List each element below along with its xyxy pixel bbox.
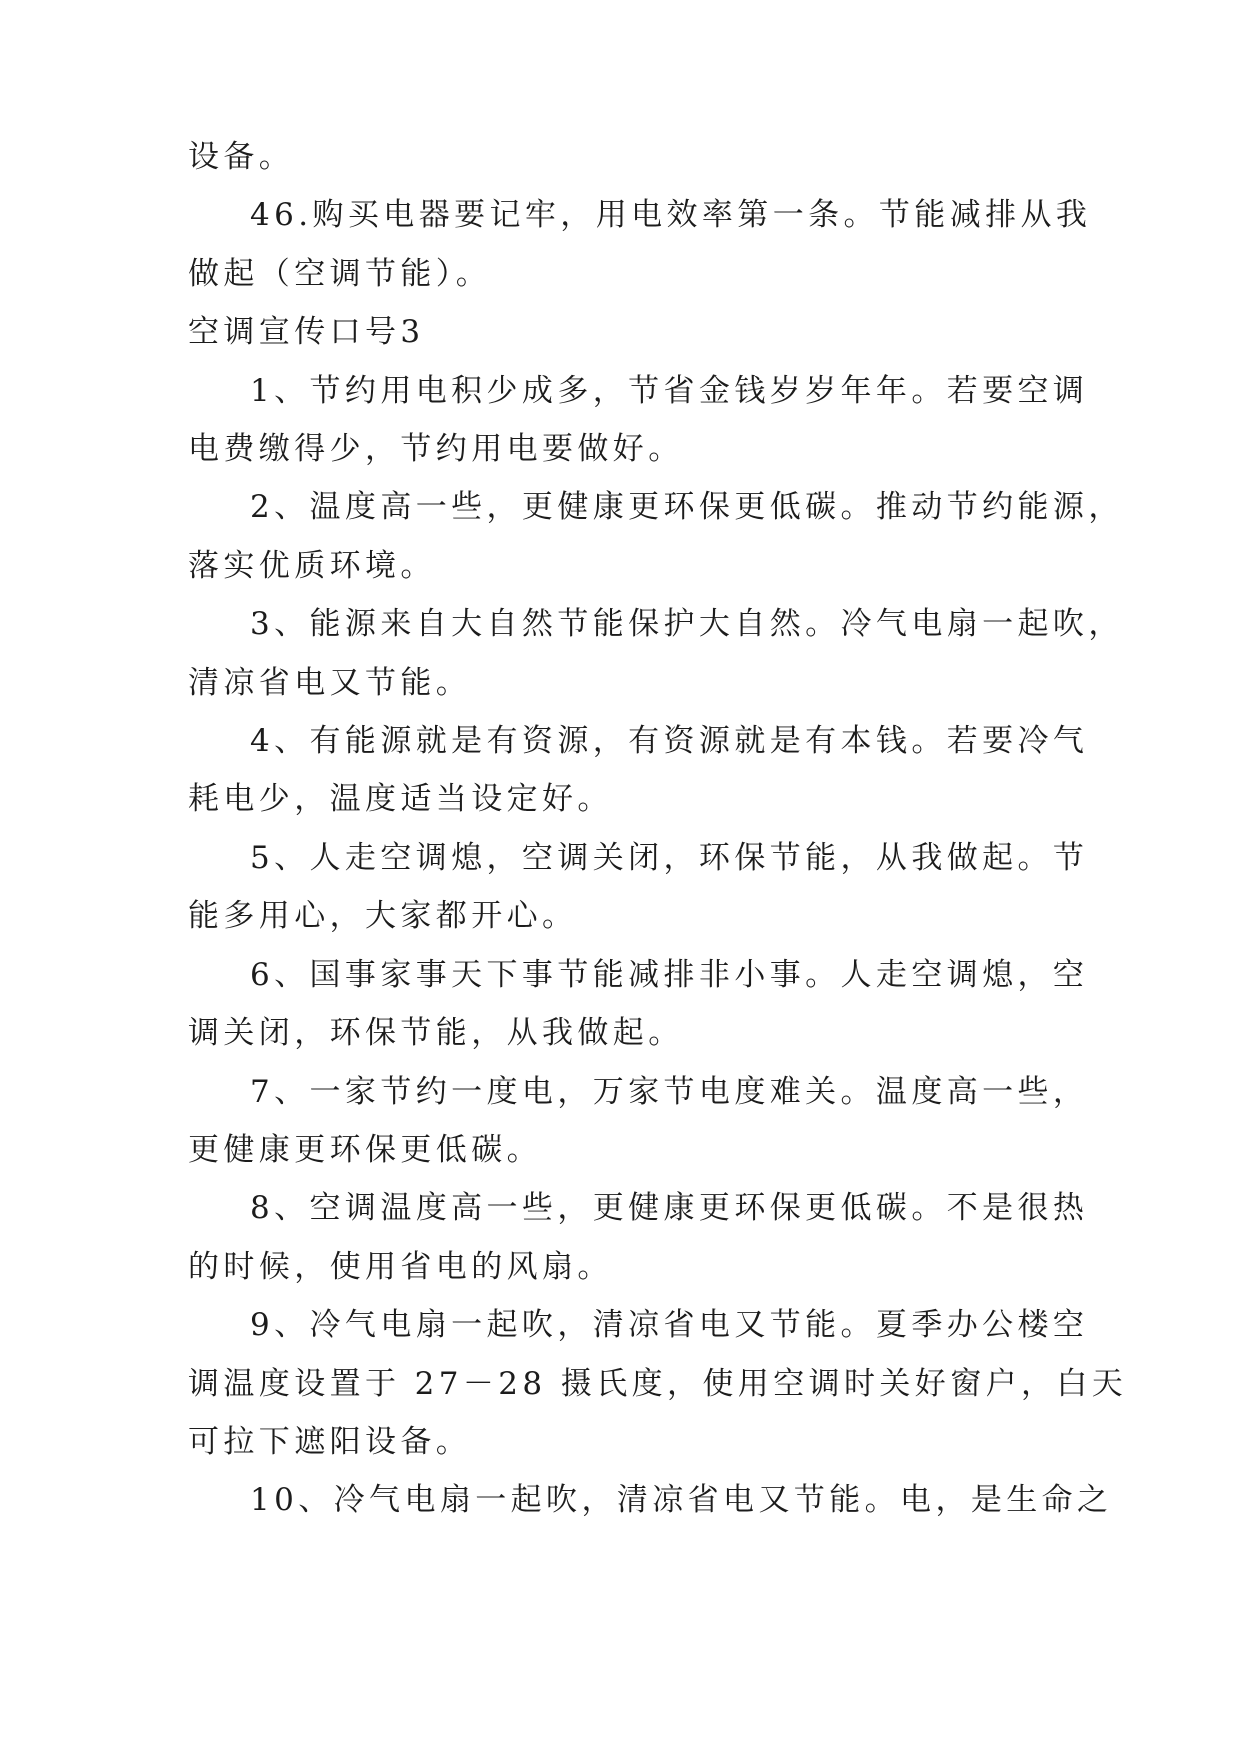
text-line: 9、冷气电扇一起吹，清凉省电又节能。夏季办公楼空 bbox=[250, 1307, 1089, 1344]
text-line: 6、国事家事天下事节能减排非小事。人走空调熄，空 bbox=[250, 956, 1089, 993]
text-line: 耗电少，温度适当设定好。 bbox=[188, 781, 613, 818]
text-line: 做起（空调节能）。 bbox=[188, 255, 492, 292]
text-line: 2、温度高一些，更健康更环保更低碳。推动节约能源， bbox=[250, 489, 1124, 526]
text-line: 5、人走空调熄，空调关闭，环保节能，从我做起。节 bbox=[250, 839, 1089, 876]
text-line: 调关闭，环保节能，从我做起。 bbox=[188, 1015, 684, 1052]
text-line: 清凉省电又节能。 bbox=[188, 664, 472, 701]
text-line: 的时候，使用省电的风扇。 bbox=[188, 1248, 613, 1285]
text-line: 7、一家节约一度电，万家节电度难关。温度高一些， bbox=[250, 1073, 1089, 1110]
text-line: 4、有能源就是有资源，有资源就是有本钱。若要冷气 bbox=[250, 723, 1089, 760]
text-line: 8、空调温度高一些，更健康更环保更低碳。不是很热 bbox=[250, 1190, 1089, 1227]
section-heading: 空调宣传口号3 bbox=[188, 314, 425, 351]
text-line: 落实优质环境。 bbox=[188, 547, 436, 584]
text-line: 3、能源来自大自然节能保护大自然。冷气电扇一起吹， bbox=[250, 606, 1124, 643]
text-line: 调温度设置于 27－28 摄氏度，使用空调时关好窗户，白天 bbox=[188, 1365, 1128, 1402]
text-line: 更健康更环保更低碳。 bbox=[188, 1131, 542, 1168]
text-line: 能多用心，大家都开心。 bbox=[188, 898, 578, 935]
text-line: 10、冷气电扇一起吹，清凉省电又节能。电，是生命之 bbox=[250, 1482, 1113, 1519]
text-line: 设备。 bbox=[188, 139, 295, 175]
text-line: 1、节约用电积少成多，节省金钱岁岁年年。若要空调 bbox=[250, 372, 1089, 409]
text-line: 可拉下遮阳设备。 bbox=[188, 1423, 472, 1460]
text-line: 电费缴得少，节约用电要做好。 bbox=[188, 431, 684, 468]
text-line: 46.购买电器要记牢，用电效率第一条。节能减排从我 bbox=[250, 197, 1092, 234]
document-body bbox=[188, 128, 1128, 1530]
